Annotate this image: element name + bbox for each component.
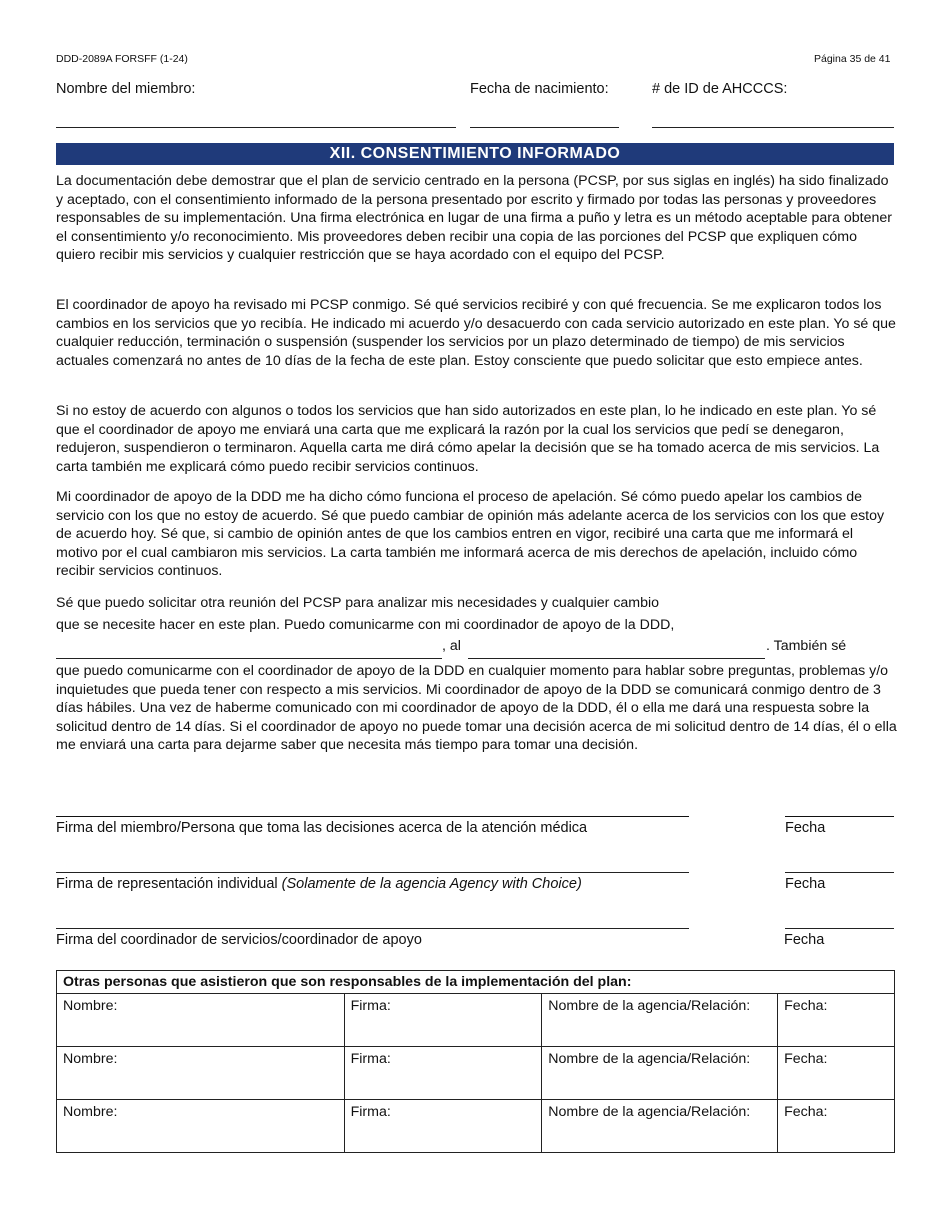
paragraph-1: La documentación debe demostrar que el plan de servicio centrado en la persona (PCSP, por sus siglas en inglés) ha sido finalizado y aceptado, con el consentimiento informado de la persona presentado por escrito y firmado por todas las personas y proveedores responsables de su implementación. Una firma electrónica en lugar de una firma a puño y letra es un método aceptable para obtener el consentimiento y/o reconocimiento. Mis proveedores deben recibir una copia de las porciones del PCSP que expliquen cómo quiero recibir mis servicios y cualquier restricción que se haya acordado con el equipo del PCSP. [56, 173, 892, 264]
attendee-name-cell[interactable]: Nombre: [57, 994, 345, 1047]
attendee-date-cell[interactable]: Fecha: [778, 1047, 895, 1100]
paragraph-5-line-2: que se necesite hacer en este plan. Puedo comunicarme con mi coordinador de apoyo de la DDD, [56, 617, 675, 633]
table-header-row [57, 971, 895, 994]
coordinator-date-field[interactable] [785, 928, 894, 929]
paragraph-5-rest: que puedo comunicarme con el coordinador de apoyo de la DDD en cualquier momento para hablar sobre preguntas, problemas y/o inquietudes que pueda tener con respecto a mis servicios. Mi coordinador de apoyo de la DDD se comunicará conmigo dentro de 3 días hábiles. Una vez de haberme comunicado con mi coordinador de apoyo de la DDD, él o ella me dará una respuesta sobre la solicitud dentro de 14 días. Si el coordinador de apoyo no puede tomar una decisión acerca de mi solicitud dentro de 14 días, él o ella me enviará una carta para dejarme saber que necesita más tiempo para tomar una decisión. [56, 663, 897, 754]
member-signature-label: Firma del miembro/Persona que toma las decisiones acerca de la atención médica [56, 820, 588, 836]
paragraph-2: El coordinador de apoyo ha revisado mi PCSP conmigo. Sé qué servicios recibiré y con qué frecuencia. Se me explicaron todos los cambios en los servicios que yo recibía. He indicado mi acuerdo y/o desacuerdo con cada servicio autorizado en este plan. Yo sé que cualquier reducción, terminación o suspensión (suspender los servicios por un plazo determinado de tiempo) de mis servicios actuales comenzará no antes de 10 días de la fecha de este plan. Estoy consciente que puedo solicitar que esto empiece antes. [56, 297, 896, 369]
paragraph-4: Mi coordinador de apoyo de la DDD me ha dicho cómo funciona el proceso de apelación. Sé cómo puedo apelar los cambios de servicio con los que no estoy de acuerdo. Sé que puedo cambiar de opinión más adelante acerca de los servicios con los que estoy de acuerdo hoy. Sé que, si cambio de opinión antes de que los cambios entren en vigor, recibiré una carta que me informará el motivo por el cual cambiaron mis servicios. La carta también me informará acerca de mis derechos de apelación, incluido cómo recibir servicios continuos. [56, 489, 885, 580]
member-signature-field[interactable] [56, 816, 689, 817]
coordinator-phone-field[interactable] [468, 658, 765, 659]
al-text: , al [442, 638, 461, 654]
form-id: DDD-2089A FORSFF (1-24) [56, 53, 188, 65]
coordinator-name-field[interactable] [56, 658, 442, 659]
paragraph-3: Si no estoy de acuerdo con algunos o todos los servicios que han sido autorizados en este plan, lo he indicado en este plan. Yo sé que el coordinador de apoyo me enviará una carta que me explicará la razón por la cual los servicios que pedí se denegaron, redujeron, suspendieron o terminaron. Aquella carta me dirá cómo apelar la decisión que se ha tomado acerca de mis servicios. La carta también me explicará cómo puedo recibir servicios continuos. [56, 403, 880, 475]
representative-signature-field[interactable] [56, 872, 689, 873]
attendee-date-cell[interactable]: Fecha: [778, 1100, 895, 1153]
table-header: Otras personas que asistieron que son responsables de la implementación del plan: [57, 971, 895, 994]
attendee-signature-cell[interactable]: Firma: [344, 1047, 542, 1100]
date-label: Fecha [785, 876, 826, 892]
ahcccs-id-field[interactable] [652, 127, 894, 128]
table-row [57, 1047, 895, 1100]
coordinator-signature-label: Firma del coordinador de servicios/coordinador de apoyo [56, 932, 422, 948]
attendee-name-cell[interactable]: Nombre: [57, 1100, 345, 1153]
tambien-text: . También sé [766, 638, 847, 654]
attendee-signature-cell[interactable]: Firma: [344, 994, 542, 1047]
attendee-name-cell[interactable]: Nombre: [57, 1047, 345, 1100]
representative-signature-note: (Solamente de la agencia Agency with Choice) [281, 876, 582, 892]
paragraph-5-line-1: Sé que puedo solicitar otra reunión del PCSP para analizar mis necesidades y cualquier cambio [56, 595, 660, 611]
attendee-agency-cell[interactable]: Nombre de la agencia/Relación: [542, 1047, 778, 1100]
section-title: XII. CONSENTIMIENTO INFORMADO [56, 143, 894, 165]
date-label: Fecha [785, 820, 826, 836]
page-number: Página 35 de 41 [814, 53, 891, 65]
table-row [57, 994, 895, 1047]
dob-label: Fecha de nacimiento: [470, 81, 609, 97]
representative-date-field[interactable] [785, 872, 894, 873]
coordinator-signature-field[interactable] [56, 928, 689, 929]
representative-signature-text: Firma de representación individual [56, 876, 282, 892]
other-attendees-table [56, 970, 895, 1153]
member-name-label: Nombre del miembro: [56, 81, 196, 97]
ahcccs-id-label: # de ID de AHCCCS: [652, 81, 788, 97]
member-name-field[interactable] [56, 127, 456, 128]
attendee-signature-cell[interactable]: Firma: [344, 1100, 542, 1153]
representative-signature-label [56, 876, 582, 892]
table-row [57, 1100, 895, 1153]
dob-field[interactable] [470, 127, 619, 128]
member-signature-date-field[interactable] [785, 816, 894, 817]
attendee-agency-cell[interactable]: Nombre de la agencia/Relación: [542, 1100, 778, 1153]
attendee-agency-cell[interactable]: Nombre de la agencia/Relación: [542, 994, 778, 1047]
date-label: Fecha [784, 932, 825, 948]
attendee-date-cell[interactable]: Fecha: [778, 994, 895, 1047]
